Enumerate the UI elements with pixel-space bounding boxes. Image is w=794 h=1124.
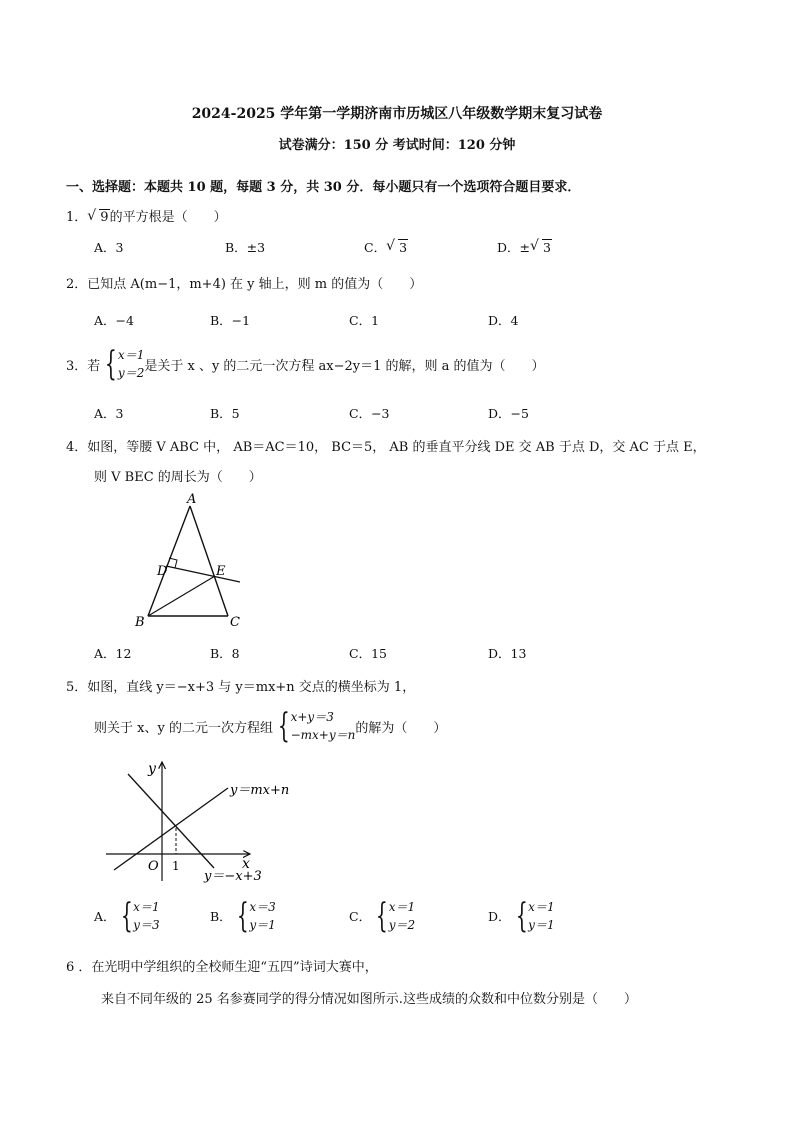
line-neg-x-3-label: y＝−x+3 [204,869,262,884]
page-title: 2024-2025 学年第一学期济南市历城区八年级数学期末复习试卷 [191,106,603,122]
point-e-label: E [216,564,226,579]
line-mx-n-label: y＝mx+n [230,783,290,798]
question-number: 1． [66,210,88,225]
option-c: C．1 [349,313,380,328]
option-c: C．−3 [349,406,390,421]
question-1 [66,206,227,225]
option-b: B．−1 [210,313,251,328]
option-c: C． { x＝1 y＝2 [349,896,416,936]
y-axis-label: y [148,761,156,777]
point-c-label: C [230,615,240,630]
origin-label: O [148,859,159,874]
question-text: 是关于 x 、y 的二元一次方程 ax−2y＝1 的解，则 a 的值为（ ） [144,358,545,374]
question-text: 的平方根是（ ） [109,210,227,225]
line-graph-figure [100,756,300,886]
option-d: D．−5 [488,406,529,421]
option-a: A．12 [94,646,132,661]
equation-system: { x＝1 y＝2 [105,344,145,384]
point-d-label: D [157,564,168,579]
option-b: B． { x＝3 y＝1 [210,896,276,936]
option-a: A．3 [94,240,124,255]
option-a: A． { x＝1 y＝3 [94,896,160,936]
question-5-line-2: 则关于 x、y 的二元一次方程组 { x+y＝3 −mx+y＝n 的解为（ ） [94,706,447,746]
triangle-figure [130,490,260,630]
question-4-line-2: 则 V BEC 的周长为（ ） [94,470,262,485]
option-b: B．5 [210,406,240,421]
question-5-line-1: 5．如图，直线 y＝−x+3 与 y＝mx+n 交点的横坐标为 1， [66,680,416,695]
question-3 [66,346,545,382]
question-6-line-1: 6 ．在光明中学组织的全校师生迎“五四”诗词大赛中， [66,960,378,975]
option-c: C．15 [349,646,387,661]
option-b: B．±3 [225,240,266,255]
option-d: D．±√ 3 [497,238,552,256]
option-c: C．√ 3 [364,238,408,256]
option-a: A．3 [94,406,124,421]
option-b: B．8 [210,646,240,661]
exam-info: 试卷满分：150 分 考试时间：120 分钟 [278,138,516,153]
option-d: D．13 [488,646,527,661]
point-a-label: A [187,492,197,507]
question-4-line-1: 4．如图，等腰 V ABC 中， AB＝AC＝10， BC＝5， AB 的垂直平分线 DE 交 AB 于点 D，交 AC 于点 E， [66,440,706,455]
x-axis-label: x [242,856,250,872]
point-b-label: B [135,615,145,630]
option-a: A．−4 [94,313,134,328]
section-heading: 一、选择题：本题共 10 题，每题 3 分，共 30 分．每小题只有一个选项符合题目要求． [66,180,581,195]
question-prefix: 3．若 [66,358,101,374]
question-2: 2．已知点 A(m−1，m+4) 在 y 轴上，则 m 的值为（ ） [66,277,423,292]
sqrt-expression: √ 9 [87,210,109,225]
option-d: D．4 [488,313,519,328]
tick-label: 1 [172,859,180,873]
equation-system: { x+y＝3 −mx+y＝n [277,706,356,746]
option-d: D． { x＝1 y＝1 [488,896,555,936]
question-6-line-2: 来自不同年级的 25 名参赛同学的得分情况如图所示.这些成绩的众数和中位数分别是（ ） [101,992,637,1007]
